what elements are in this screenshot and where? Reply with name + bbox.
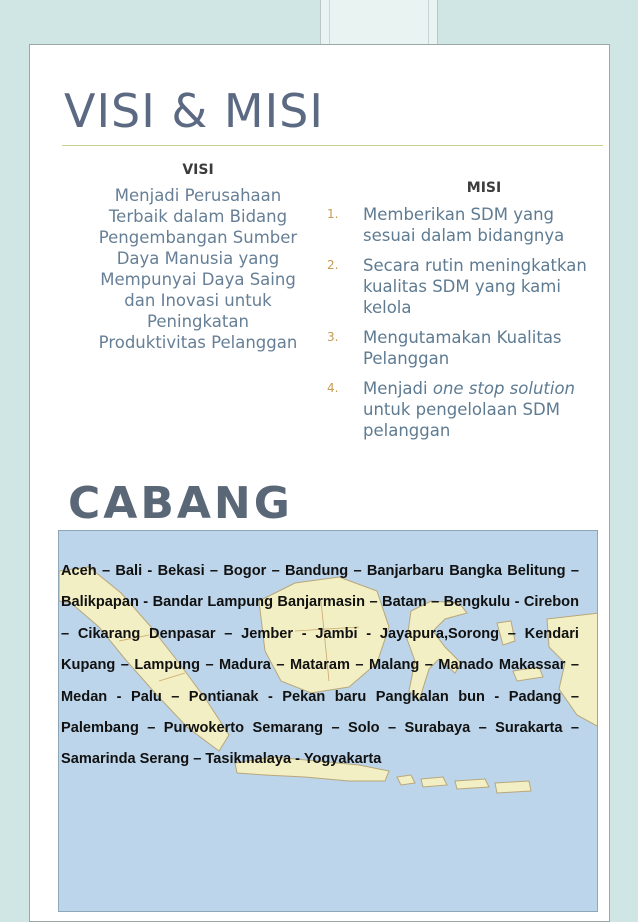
misi-list bbox=[327, 204, 617, 441]
misi-item bbox=[327, 378, 617, 441]
misi-item-text: Secara rutin meningkatkan kualitas SDM yang kami kelola bbox=[363, 256, 587, 317]
misi-item-number: 3. bbox=[327, 330, 339, 344]
misi-heading: MISI bbox=[466, 180, 502, 196]
misi-item-text: Memberikan SDM yang sesuai dalam bidangnya bbox=[363, 205, 565, 245]
misi-item-number: 4. bbox=[327, 381, 339, 395]
misi-item-number: 1. bbox=[327, 207, 339, 221]
misi-item bbox=[327, 327, 617, 369]
visi-text: Menjadi Perusahaan Terbaik dalam Bidang Pengembangan Sumber Daya Manusia yang Mempunyai Daya Saing dan Inovasi untuk Peningkatan Produktivitas Pelanggan bbox=[98, 186, 298, 352]
branch-cities-list: Aceh – Bali - Bekasi – Bogor – Bandung – Banjarbaru Bangka Belitung – Balikpapan - Bandar Lampung Banjarmasin – Batam – Bengkulu - Cirebon – Cikarang Denpasar – Jember - Jambi - Jayapura,Sorong – Kendari Kupang – Lampung – Madura – Mataram – Malang – Manado Makassar – Medan - Palu – Pontianak - Pekan baru Pangkalan bun - Padang – Palembang – Purwokerto Semarang – Solo – Surabaya – Surakarta – Samarinda Serang – Tasikmalaya - Yogyakarta bbox=[61, 563, 579, 768]
misi-item-text: Mengutamakan Kualitas Pelanggan bbox=[363, 328, 562, 368]
misi-item bbox=[327, 204, 617, 246]
visi-heading: VISI bbox=[182, 162, 214, 178]
misi-item-text-end: untuk pengelolaan SDM pelanggan bbox=[363, 400, 560, 440]
misi-item bbox=[327, 255, 617, 318]
visi-block bbox=[92, 160, 304, 353]
misi-item-text bbox=[363, 378, 608, 441]
misi-item-number: 2. bbox=[327, 258, 339, 272]
cabang-heading: CABANG bbox=[68, 478, 293, 529]
slide-title: VISI & MISI bbox=[64, 84, 324, 138]
misi-item-text-start: Menjadi bbox=[363, 379, 433, 398]
title-divider bbox=[62, 145, 603, 146]
misi-block bbox=[327, 180, 617, 450]
misi-item-text-italic: one stop solution bbox=[432, 379, 576, 398]
